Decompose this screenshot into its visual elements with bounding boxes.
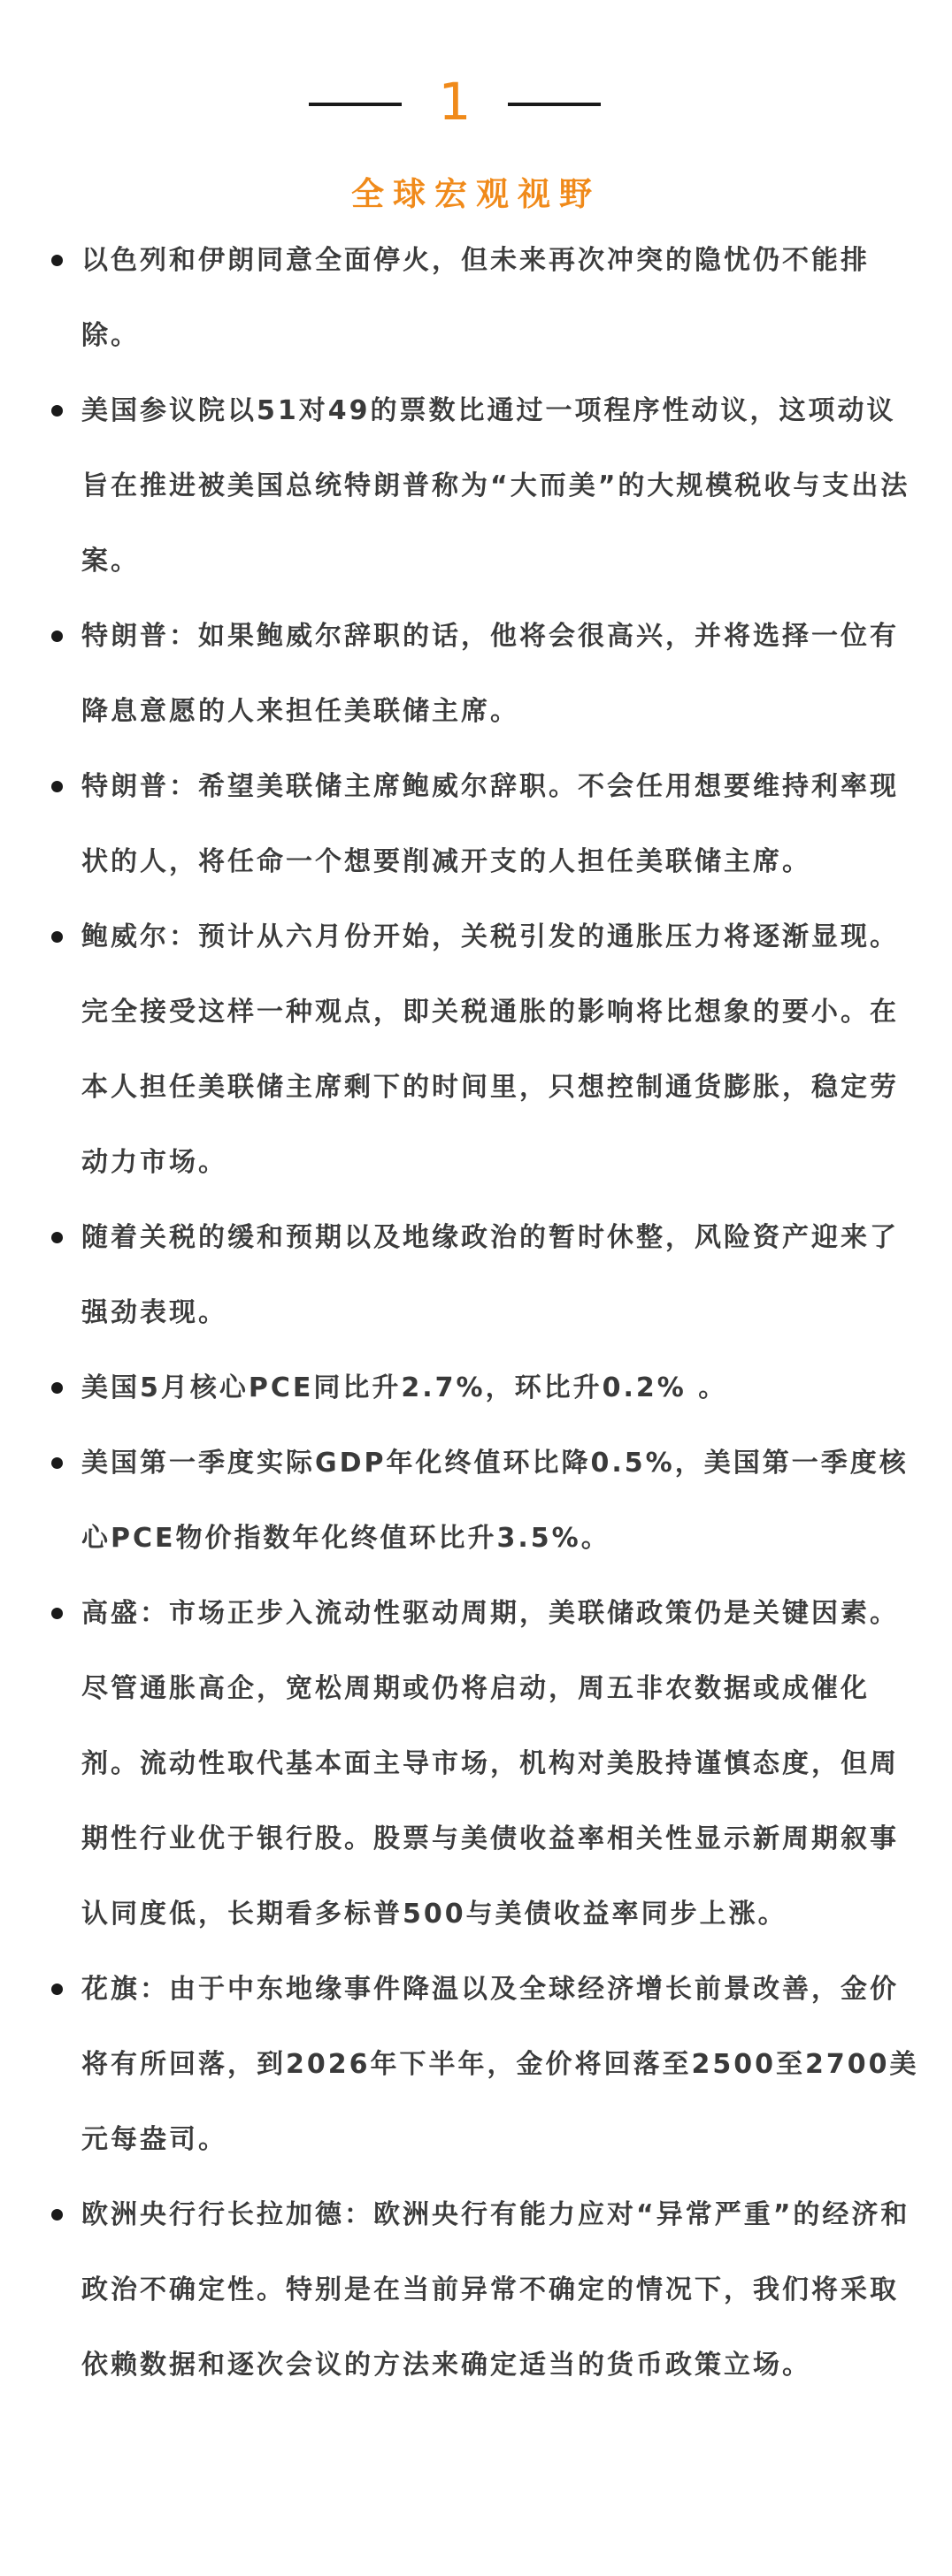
- news-text: 特朗普：希望美联储主席鲍威尔辞职。不会任用想要维持利率现状的人，将任命一个想要削减开支的人担任美联储主席。: [81, 771, 899, 877]
- news-item: [0, 899, 952, 1200]
- bullet-dot-icon: [51, 1457, 63, 1469]
- bullet-dot-icon: [51, 631, 63, 642]
- news-text: 美国5月核心PCE同比升2.7%，环比升0.2% 。: [81, 1372, 728, 1403]
- news-item: [0, 223, 952, 373]
- bullet-dot-icon: [51, 1984, 63, 1995]
- news-item: [0, 1952, 952, 2177]
- news-text: 美国第一季度实际GDP年化终值环比降0.5%，美国第一季度核心PCE物价指数年化终值环比升3.5%。: [81, 1448, 909, 1554]
- news-item: [0, 1200, 952, 1350]
- bullet-dot-icon: [51, 1232, 63, 1243]
- bullet-dot-icon: [51, 781, 63, 792]
- bullet-dot-icon: [51, 1608, 63, 1619]
- news-item: [0, 599, 952, 749]
- news-item: [0, 1426, 952, 1576]
- news-item: [0, 2177, 952, 2403]
- bullet-dot-icon: [51, 255, 63, 266]
- header-rule-left: [309, 103, 402, 106]
- news-text: 欧洲央行行长拉加德：欧洲央行有能力应对“异常严重”的经济和政治不确定性。特别是在当前异常不确定的情况下，我们将采取依赖数据和逐次会议的方法来确定适当的货币政策立场。: [81, 2199, 910, 2381]
- news-text: 特朗普：如果鲍威尔辞职的话，他将会很高兴，并将选择一位有降息意愿的人来担任美联储主席。: [81, 621, 899, 727]
- header-rule-right: [508, 103, 601, 106]
- section-header: [0, 62, 952, 141]
- bullet-dot-icon: [51, 405, 63, 417]
- bullet-dot-icon: [51, 931, 63, 943]
- news-text: 鲍威尔：预计从六月份开始，关税引发的通胀压力将逐渐显现。完全接受这样一种观点，即关税通胀的影响将比想象的要小。在本人担任美联储主席剩下的时间里，只想控制通货膨胀，稳定劳动力市场。: [81, 921, 899, 1178]
- news-item: [0, 373, 952, 599]
- news-item: [0, 1576, 952, 1952]
- section-number: 1: [438, 72, 472, 132]
- news-text: 高盛：市场正步入流动性驱动周期，美联储政策仍是关键因素。尽管通胀高企，宽松周期或仍将启动，周五非农数据或成催化剂。流动性取代基本面主导市场，机构对美股持谨慎态度，但周期性行业优于银行股。股票与美债收益率相关性显示新周期叙事认同度低，长期看多标普500与美债收益率同步上涨。: [81, 1598, 899, 1930]
- news-text: 以色列和伊朗同意全面停火，但未来再次冲突的隐忧仍不能排除。: [81, 245, 870, 351]
- section-title: 全球宏观视野: [351, 175, 601, 213]
- news-item: [0, 1350, 952, 1426]
- news-text: 花旗：由于中东地缘事件降温以及全球经济增长前景改善，金价将有所回落，到2026年下半年，金价将回落至2500至2700美元每盎司。: [81, 1974, 919, 2155]
- bullet-dot-icon: [51, 1382, 63, 1394]
- news-text: 随着关税的缓和预期以及地缘政治的暂时休整，风险资产迎来了强劲表现。: [81, 1222, 899, 1328]
- news-text: 美国参议院以51对49的票数比通过一项程序性动议，这项动议旨在推进被美国总统特朗普称为“大而美”的大规模税收与支出法案。: [81, 395, 910, 577]
- news-item: [0, 749, 952, 899]
- bullet-dot-icon: [51, 2209, 63, 2221]
- news-list: [0, 223, 952, 2403]
